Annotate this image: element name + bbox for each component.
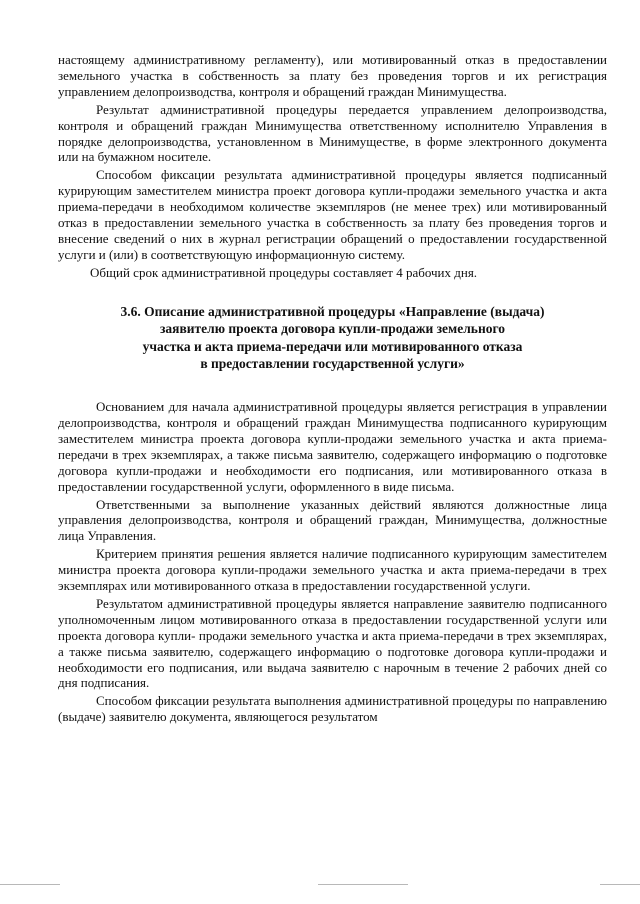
section-heading-line: участка и акта приема-передачи или мотивированного отказа (142, 338, 523, 354)
section-heading-line: 3.6. Описание административной процедуры «Направление (выдача) (120, 303, 545, 319)
paragraph-criterion: Критерием принятия решения является наличие подписанного курирующим заместителем министра проекта договора купли-продажи земельного участка и акта приема-передачи в трех экземплярах или мотивированного отказа в предоставлении государственной услуги. (58, 546, 607, 594)
document-page (58, 52, 607, 898)
section-heading-line: в предоставлении государственной услуги» (200, 356, 465, 372)
paragraph-responsible: Ответственными за выполнение указанных действий являются должностные лица управления делопроизводства, контроля и обращений граждан, Минимущества, должностные лица Управления. (58, 496, 607, 544)
footer-line (318, 884, 408, 885)
paragraph-result-transfer: Результат административной процедуры передается управлением делопроизводства, контроля и обращений граждан Минимущества ответственному исполнителю Управления в порядке делопроизводства, установленном в Минимуществе, в форме электронного документа или на бумажном носителе. (58, 101, 607, 165)
footer-divider (0, 884, 640, 888)
section-heading-line: заявителю проекта договора купли-продажи земельного (159, 321, 506, 337)
section-heading (58, 303, 607, 373)
paragraph-basis: Основанием для начала административной процедуры является регистрация в управлении делопроизводства, контроля и обращений граждан Минимущества подписанного курирующим заместителем министра проекта договора купли-продажи земельного участка и акта приема-передачи в трех экземплярах, а также письма заявителю, содержащего информацию о подготовке договора купли-продажи и необходимости его подписания, или мотивированного отказа в предоставлении государственной услуги, оформленного в виде письма. (58, 399, 607, 494)
paragraph-total-term: Общий срок административной процедуры составляет 4 рабочих дня. (90, 264, 478, 280)
paragraph-result: Результатом административной процедуры является направление заявителю подписанного уполномоченным лицом мотивированного отказа в предоставлении государственной услуги или проекта договора купли- продажи земельного участка и акта приема-передачи в трех экземплярах, а также письма заявителю, содержащего информацию о подготовке договора купли-продажи и необходимости его подписания, или выдача заявителю с нарочным в течение 2 рабочих дней со дня подписания. (58, 595, 607, 691)
paragraph-continuation: настоящему административному регламенту), или мотивированный отказ в предоставлении земельного участка в собственность за плату без проведения торгов и их регистрация управлением делопроизводства, контроля и обращений граждан Минимущества. (58, 52, 607, 99)
paragraph-fixation-method-2: Способом фиксации результата выполнения административной процедуры по направлению (выдаче) заявителю документа, являющегося результатом (58, 693, 607, 725)
paragraph-fixation-method: Способом фиксации результата административной процедуры является подписанный курирующим заместителем министра проект договора купли-продажи земельного участка и акта приема-передачи в необходимом количестве экземпляров (не менее трех) или мотивированный отказ в предоставлении земельного участка в собственность за плату без проведения торгов и внесение сведений о них в журнал регистрации обращений о предоставлении государственной услуги и (или) в соответствующую информационную систему. (58, 167, 607, 262)
footer-line (0, 884, 60, 885)
footer-line (600, 884, 640, 885)
